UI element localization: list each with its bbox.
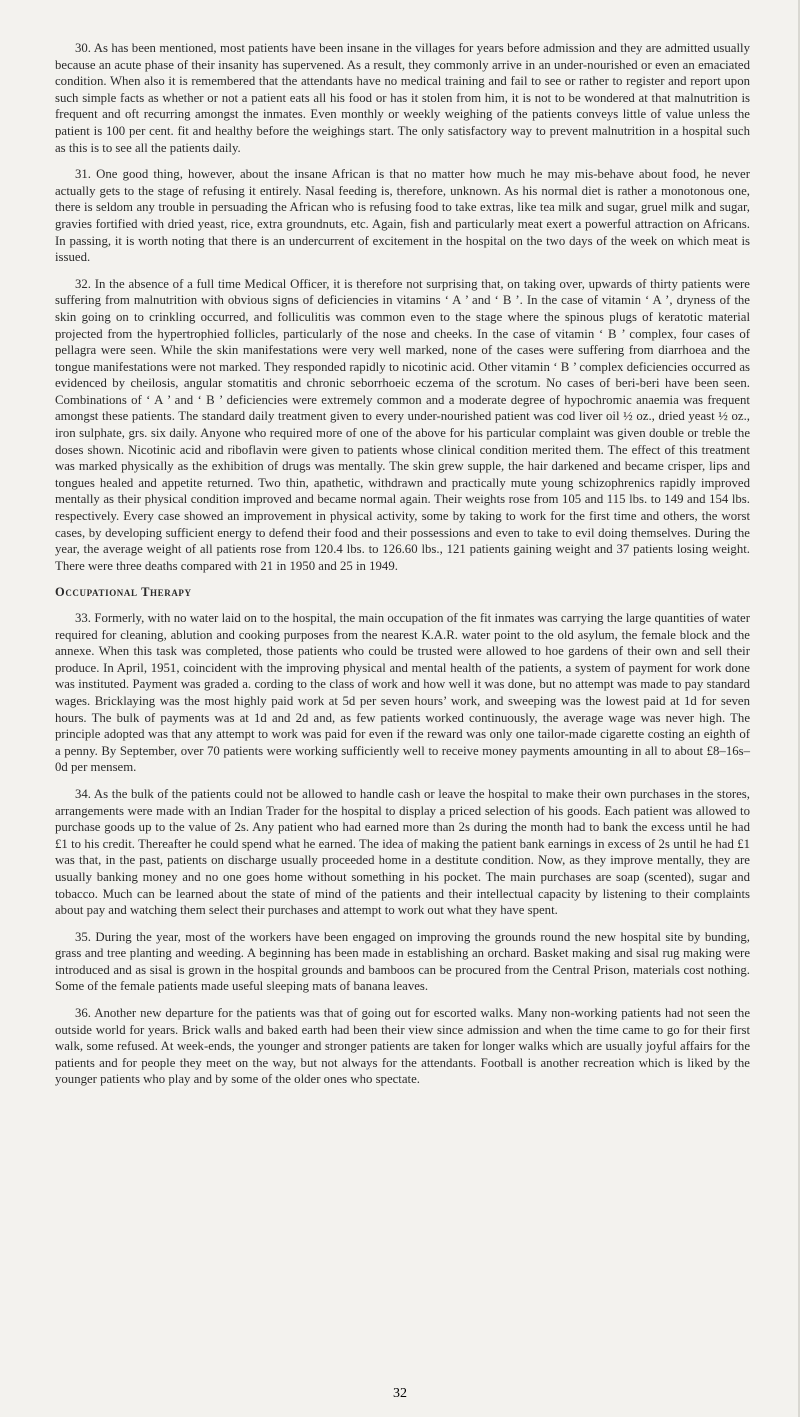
paragraph-35: 35. During the year, most of the workers have been engaged on improving the grounds round the new hospital site by bunding, grass and tree planting and weeding. A beginning has been made in establishing an orchard. Basket making and sisal rug making were introduced and as sisal is grown in the hospital grounds and bamboos can be procured from the Central Prison, materials cost nothing. Some of the female patients made useful sleeping mats of banana leaves. xyxy=(55,929,750,994)
paragraph-36: 36. Another new departure for the patients was that of going out for escorted walks. Many non-working patients had not seen the outside world for years. Brick walls and baked earth had been their view since admission and when the time came to go for their first walk, some refused. At week-ends, the younger and stronger patients are taken for longer walks which are usually joyful affairs for the patients and for people they meet on the way, but not always for the attendants. Football is another recreation which is liked by the younger patients who play and by some of the older ones who spectate. xyxy=(55,1006,750,1087)
paragraph-30: 30. As has been mentioned, most patients have been insane in the villages for years before admission and they are admitted usually because an acute phase of their insanity has supervened. As a result, they commonly arrive in an under-nourished or even an emaciated condition. When also it is remembered that the attendants have no medical training and fail to see or rather to register and report upon such simple facts as whether or not a patient eats all his food or has it stolen from him, it is not to be wondered at that malnutrition is frequent and oft recurring amongst the inmates. Even monthly or weekly weighing of the patients conveys little of value unless the patient is 100 per cent. fit and healthy before the weighings start. The only satisfactory way to prevent malnutrition in a hospital such as this is to see all the patients daily. xyxy=(55,41,750,155)
paragraph-34: 34. As the bulk of the patients could not be allowed to handle cash or leave the hospital to make their own purchases in the stores, arrangements were made with an Indian Trader for the hospital to display a priced selection of his goods. Each patient was allowed to purchase goods up to the value of 2s. Any patient who had earned more than 2s during the month had to bank the excess until he had £1 to his credit. Thereafter he could spend what he earned. The idea of making the patient bank earnings in excess of 2s until he had £1 was that, in the past, patients on discharge usually proceeded home in a destitute condition. Now, as they improve mentally, they are usually banking money and no one goes home without something in his pocket. The main purchases are soap (scented), sugar and tobacco. Much can be learned about the state of mind of the patients and their intellectual capacity by listening to their complaints about pay and watching them select their purchases and attempt to work out what they have spent. xyxy=(55,786,750,918)
paragraph-32: 32. In the absence of a full time Medical Officer, it is therefore not surprising that, on taking over, upwards of thirty patients were suffering from malnutrition with obvious signs of deficiencies in vitamins ‘ A ’ and ‘ B ’. In the case of vitamin ‘ A ’, dryness of the skin going on to crinkling occurred, and folliculitis was common even to the stage where the spinous plugs of keratotic material projected from the hypertrophied follicles, particularly of the nose and cheeks. In the case of vitamin ‘ B ’ complex, four cases of pellagra were seen. While the skin manifestations were very well marked, none of the cases were suffering from diarrhoea and the tongue manifestations were not marked. They responded rapidly to nicotinic acid. Other vitamin ‘ B ’ complex deficiencies occurred as evidenced by cheilosis, angular stomatitis and chronic seborrhoeic eczema of the scrotum. No cases of beri-beri have been seen. Combinations of ‘ A ’ and ‘ B ’ deficiencies were extremely common and a moderate degree of hypochromic anaemia was frequent amongst these patients. The standard daily treatment given to every under-nourished patient was cod liver oil ½ oz., dried yeast ½ oz., iron sulphate, grs. six daily. Anyone who required more of one of the above for his particular complaint was given double or treble the doses shown. Nicotinic acid and riboflavin were given to patients whose clinical condition merited them. The effect of this treatment was marked physically as the exhibition of drugs was mentally. The skin grew supple, the hair darkened and became crisper, lips and tongues healed and appetite returned. Two thin, apathetic, withdrawn and practically mute young schizophrenics rapidly improved mentally as their physical condition improved and became normal again. Their weights rose from 105 and 115 lbs. to 149 and 154 lbs. respectively. Every case showed an improvement in physical activity, some by taking to work for the first time and others, the worst cases, by developing sufficient energy to defend their food and their possessions and even to take to evil doing themselves. During the year, the average weight of all patients rose from 120.4 lbs. to 126.60 lbs., 121 patients gaining weight and 37 patients losing weight. There were three deaths compared with 21 in 1950 and 25 in 1949. xyxy=(55,276,750,573)
page-number: 32 xyxy=(393,1386,407,1401)
paragraph-31: 31. One good thing, however, about the insane African is that no matter how much he may mis-behave about food, he never actually gets to the stage of refusing it entirely. Nasal feeding is, therefore, unknown. As his normal diet is rather a monotonous one, there is seldom any trouble in persuading the African who is refusing food to take extras, like tea milk and sugar, gruel milk and sugar, gravies fortified with dried yeast, rice, extra groundnuts, etc. Again, fish and particularly meat exert a powerful attraction on Africans. In passing, it is worth noting that there is an undercurrent of excitement in the hospital on the two days of the week on which meat is issued. xyxy=(55,167,750,265)
section-heading: Occupational Therapy xyxy=(55,585,192,600)
paragraph-33: 33. Formerly, with no water laid on to the hospital, the main occupation of the fit inmates was carrying the large quantities of water required for cleaning, ablution and cooking purposes from the nearest K.A.R. water point to the old asylum, the female block and the annexe. When this task was completed, those patients who could be trusted were allowed to hoe gardens of their own and sell their produce. In April, 1951, coincident with the improving physical and mental health of the patients, a system of payment for work done was instituted. Payment was graded a. cording to the class of work and how well it was done, but no attempt was made to pay standard wages. Bricklaying was the most highly paid work at 5d per seven hours’ work, and sweeping was the lowest paid at 1d for seven hours. The bulk of payments was at 1d and 2d and, as few patients worked continuously, the average wage was never high. The principle adopted was that any attempt to work was paid for even if the reward was only one tailor-made cigarette costing an eighth of a penny. By September, over 70 patients were working sufficiently well to receive money payments amounting in all to about £8–16s–0d per mensem. xyxy=(55,611,750,775)
